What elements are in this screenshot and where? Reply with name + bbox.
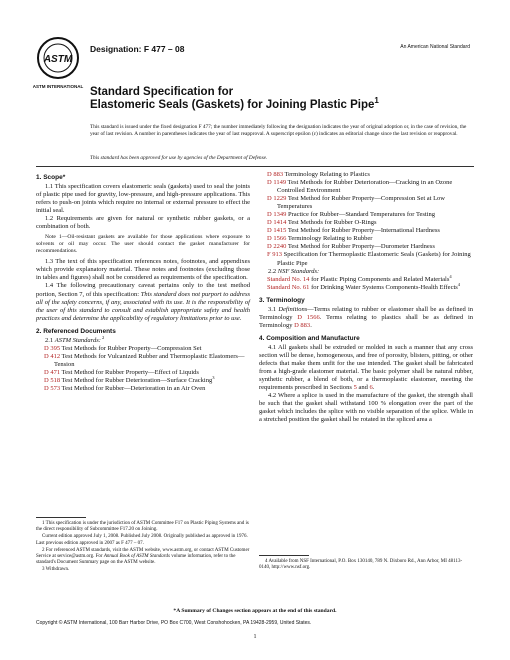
document-title [90,86,470,112]
reference-link[interactable]: D 395 [44,344,61,352]
nsf-reference-list [259,273,473,292]
reference-footnote-mark: 4 [457,281,461,287]
agencies-note: This standard has been approved for use by agencies of the Department of Defense. [90,155,268,161]
footnote-2-book: Annual Book of ASTM Standards [103,554,170,560]
reference-link[interactable]: D 1415 [267,227,287,235]
left-column [36,171,250,393]
reference-link[interactable]: F 913 [267,251,282,259]
reference-link[interactable]: D 1149 [267,179,287,187]
paragraph-1-1: 1.1 This specification covers elastomeric seals (gaskets) used to seal the joints of plastic pipe used for gravity, low-pressure, and high-pressure applications. This refers to push-on joints which require no internal or external pressure to effect the initial seal. [36,183,250,215]
note-1 [36,234,250,255]
astm-standards-title: ASTM Standards: [54,336,101,344]
reference-link[interactable]: D 1566 [267,235,287,243]
reference-astm-r-0 [259,171,473,179]
reference-link[interactable]: D 1349 [267,211,287,219]
p41-text-3: . [372,384,375,392]
reference-title: for Plastic Piping Components and Related Materials [309,275,450,283]
title-line-1: Standard Specification for [90,86,234,98]
reference-link[interactable]: D 518 [44,376,61,384]
reference-link[interactable]: Standard No. 61 [267,283,310,291]
reference-astm-r-3 [259,211,473,219]
reference-astm-r-6 [259,235,473,243]
section-heading-referenced: 2. Referenced Documents [36,327,116,335]
astm-standards-footnote: 2 [100,334,105,340]
note-1-label: Note 1 [45,234,62,241]
designation: Designation: F 477 – 08 [90,44,185,54]
astm-reference-list-right [259,171,473,268]
reference-link[interactable]: D 471 [44,368,61,376]
reference-title: Test Methods for Rubber O-Rings [286,219,377,227]
reference-footnote-mark: 3 [212,374,215,380]
reference-astm-r-1 [259,179,473,195]
reference-title: Test Method for Rubber—Deterioration in an Air Oven [60,385,206,393]
reference-astm-r-2 [259,195,473,211]
reference-footnote-mark: 4 [449,273,452,279]
section-heading-composition: 4. Composition and Manufacture [259,334,360,342]
link-section-5[interactable]: 5 [353,384,357,392]
reference-link[interactable]: D 1414 [267,219,287,227]
reference-link[interactable]: D 1229 [267,195,287,203]
reference-title: Test Method for Rubber Property—International Hardness [286,227,440,235]
footnote-3: 3 Withdrawn. [42,567,70,573]
section-heading-scope: 1. Scope* [36,174,66,181]
section-heading-terminology: 3. Terminology [259,296,305,304]
reference-link[interactable]: D 2240 [267,243,287,251]
reference-astm-3 [36,374,250,385]
astm-logo [32,36,84,98]
copyright: Copyright © ASTM International, 100 Barr Harbor Drive, PO Box C700, West Conshohocken, PA 19428-2959, United States. [36,620,312,626]
footnote-4: 4 Available from NSF International, P.O. Box 130140, 789 N. Dixboro Rd., Ann Arbor, MI 48113-0140, http://www.nsf.org. [259,559,463,571]
astm-standards-number: 2.1 [45,336,55,344]
nsf-standards-number: 2.2 [268,267,278,275]
p41-text-1: 4.1 All gaskets shall be extruded or molded in such a manner that any cross section will be dense, homogeneous, and free of porosity, blisters, pitting, or other defects that make them unfit for the use intended. The gasket shall be fabricated from a high-grade elastomer material. The basic polymer shall be natural rubber, synthetic rubber, a blend of both, or a thermoplastic elastomer, meeting the requirements prescribed in Sections [259,343,473,392]
astm-standards-label [36,334,250,345]
reference-title: Test Methods for Rubber Deterioration—Cracking in an Ozone Controlled Environment [277,179,453,195]
reference-link[interactable]: D 412 [44,352,61,360]
paragraph-4-1 [259,344,473,392]
reference-astm-r-5 [259,227,473,235]
footnotes-left [36,521,250,575]
reference-title: Terminology Relating to Rubber [286,235,373,243]
title-line-2-text: Elastomeric Seals (Gaskets) for Joining Plastic Pipe [90,99,375,111]
link-section-6[interactable]: 6 [369,384,373,392]
reference-title: for Drinking Water Systems Components-Health Effects [309,283,458,291]
note-1-text: —Oil-resistant gaskets are available for those applications where exposure to solvents or oil may occur. The user should contact the gasket manufacturer for recommendations. [36,234,250,255]
term-text-3: . [310,321,312,329]
term-text-1: —Terms relating to rubber or elastomer shall be as defined in Terminology [259,305,473,321]
issuance-notice: This standard is issued under the fixed designation F 477; the number immediately following the designation indicates the year of original adoption or, in the case of revision, the year of last revision. A number in parentheses indicates the year of last reapproval. A superscript epsilon (ε) indicates an editorial change since the last revision or reapproval. [90,124,467,138]
nsf-standards-title: NSF Standards: [277,267,320,275]
paragraph-3-1 [259,306,473,330]
title-line-2 [90,96,470,112]
footnote-divider [36,517,86,518]
logo-caption: ASTM INTERNATIONAL [32,84,84,89]
footnote-2-text-c: volume information, refer to the standard's Document Summary page on the ASTM website. [36,554,236,566]
reference-title: Test Method for Rubber Deterioration—Surface Cracking [60,376,213,384]
reference-link[interactable]: Standard No. 14 [267,275,310,283]
reference-nsf-0 [259,273,473,284]
reference-title: Test Method for Rubber Property—Durometer Hardness [286,243,435,251]
reference-astm-4 [36,385,250,393]
svg-text:ASTM: ASTM [43,54,73,65]
reference-astm-r-4 [259,219,473,227]
reference-astm-r-8 [259,251,473,267]
title-footnote-mark: 1 [374,96,379,106]
paragraph-4-2: 4.2 Where a splice is used in the manufacture of the gasket, the strength shall be such that the gasket shall withstand 100 % elongation over the part of the gasket which includes the splice with no visible separation of the splice. While in a stretched position the gasket shall be rotated in the spliced area a [259,392,473,424]
reference-title: Practice for Rubber—Standard Temperatures for Testing [286,211,435,219]
footnote-divider-right [259,555,309,556]
paragraph-1-4 [36,282,250,322]
footnote-1-edition: Current edition approved July 1, 2008. Published July 2008. Originally published as approved in 1976. Last previous edition approved in 2007 as F 477 – 07. [36,534,248,546]
astm-reference-list-left [36,345,250,393]
reference-title: Test Methods for Rubber Property—Compression Set [60,344,202,352]
reference-title: Test Method for Rubber Property—Compression Set at Low Temperatures [277,195,445,211]
reference-astm-1 [36,353,250,369]
reference-title: Specification for Thermoplastic Elastomeric Seals (Gaskets) for Joining Plastic Pipe [277,251,471,267]
standard-type: An American National Standard [400,44,470,50]
reference-link[interactable]: D 883 [267,171,284,178]
term-text-2: . Terms relating to plastics shall be as defined in Terminology [259,313,474,329]
reference-title: Test Methods for Vulcanized Rubber and Thermoplastic Elastomers—Tension [54,352,245,368]
p41-text-2: and [356,384,370,392]
footnote-1: 1 This specification is under the jurisdiction of ASTM Committee F17 on Plastic Piping Systems and is the direct responsibility of Subcommittee F17.20 on Joining. [36,521,249,533]
term-3-1-num: 3.1 [268,305,279,313]
right-column [259,171,473,424]
paragraph-1-2: 1.2 Requirements are given for natural or synthetic rubber gaskets, or a combination of both. [36,215,250,231]
paragraph-1-3: 1.3 The text of this specification references notes, footnotes, and appendixes which provide explanatory material. These notes and footnotes (excluding those in tables and figures) shall not be considered as requirements of the specification. [36,258,250,282]
link-d883[interactable]: D 883 [294,321,311,329]
footnote-2 [36,548,250,567]
term-definitions: Definitions [278,305,308,313]
reference-link[interactable]: D 573 [44,385,61,393]
reference-astm-0 [36,345,250,353]
summary-of-changes-note: *A Summary of Changes section appears at the end of this standard. [173,608,337,614]
paragraph-1-4-text: 1.4 The following precautionary caveat pertains only to the test method portion, Section 7, of this specification: [36,282,250,298]
reference-title: Test Method for Rubber Property—Effect of Liquids [60,368,199,376]
safety-caveat: This standard does not purport to address all of the safety concerns, if any, associated with its use. It is the responsibility of the user of this standard to consult and establish appropriate safety and health practices and determine the applicability of regulatory limitations prior to use. [36,290,251,322]
reference-astm-r-7 [259,243,473,251]
link-d1566[interactable]: D 1566 [297,313,320,321]
reference-title: Terminology Relating to Plastics [283,171,370,178]
footnote-2-text-a: 2 For referenced ASTM standards, visit the ASTM website, www.astm.org, or contact ASTM Customer Service at service@astm.org. For [36,547,250,560]
header-divider [36,166,474,167]
reference-nsf-1 [259,281,473,292]
footnotes-right [259,555,473,572]
reference-astm-2 [36,369,250,377]
page-number: 1 [253,634,257,640]
